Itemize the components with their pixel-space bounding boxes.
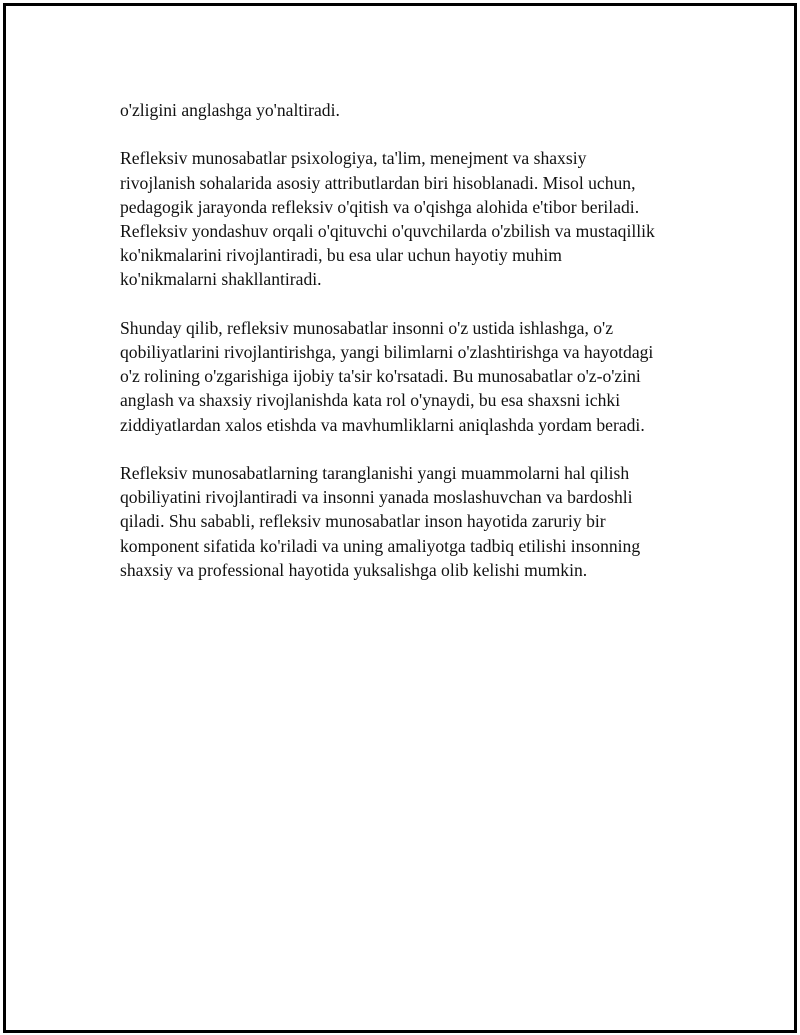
paragraph-3: Shunday qilib, refleksiv munosabatlar insonni o'z ustida ishlashga, o'z qobiliyatlarini rivojlantirishga, yangi bilimlarni o'zlashtirishga va hayotdagi o'z rolining o'zgarishiga ijobiy ta'sir ko'rsatadi. Bu munosabatlar o'z-o'zini anglash va shaxsiy rivojlanishda kata rol o'ynaydi, bu esa shaxsni ichki ziddiyatlardan xalos etishda va mavhumliklarni aniqlashda yordam beradi. [120, 317, 654, 435]
paragraph-2: Refleksiv munosabatlar psixologiya, ta'lim, menejment va shaxsiy rivojlanish sohalarida asosiy attributlardan biri hisoblanadi. Misol uchun, pedagogik jarayonda refleksiv o'qitish va o'qishga alohida e'tibor beriladi. Refleksiv yondashuv orqali o'qituvchi o'quvchilarda o'zbilish va mustaqillik ko'nikmalarini rivojlantiradi, bu esa ular uchun hayotiy muhim ko'nikmalarni shakllantiradi. [120, 148, 655, 290]
page-content [120, 98, 695, 606]
paragraph-1: o'zligini anglashga yo'naltiradi. [120, 100, 340, 120]
page-frame [3, 3, 797, 1033]
paragraph-4: Refleksiv munosabatlarning taranglanishi yangi muammolarni hal qilish qobiliyatini rivojlantiradi va insonni yanada moslashuvchan va bardoshli qiladi. Shu sababli, refleksiv munosabatlar inson hayotida zaruriy bir komponent sifatida ko'riladi va uning amaliyotga tadbiq etilishi insonning shaxsiy va professional hayotida yuksalishga olib kelishi mumkin. [120, 463, 641, 580]
